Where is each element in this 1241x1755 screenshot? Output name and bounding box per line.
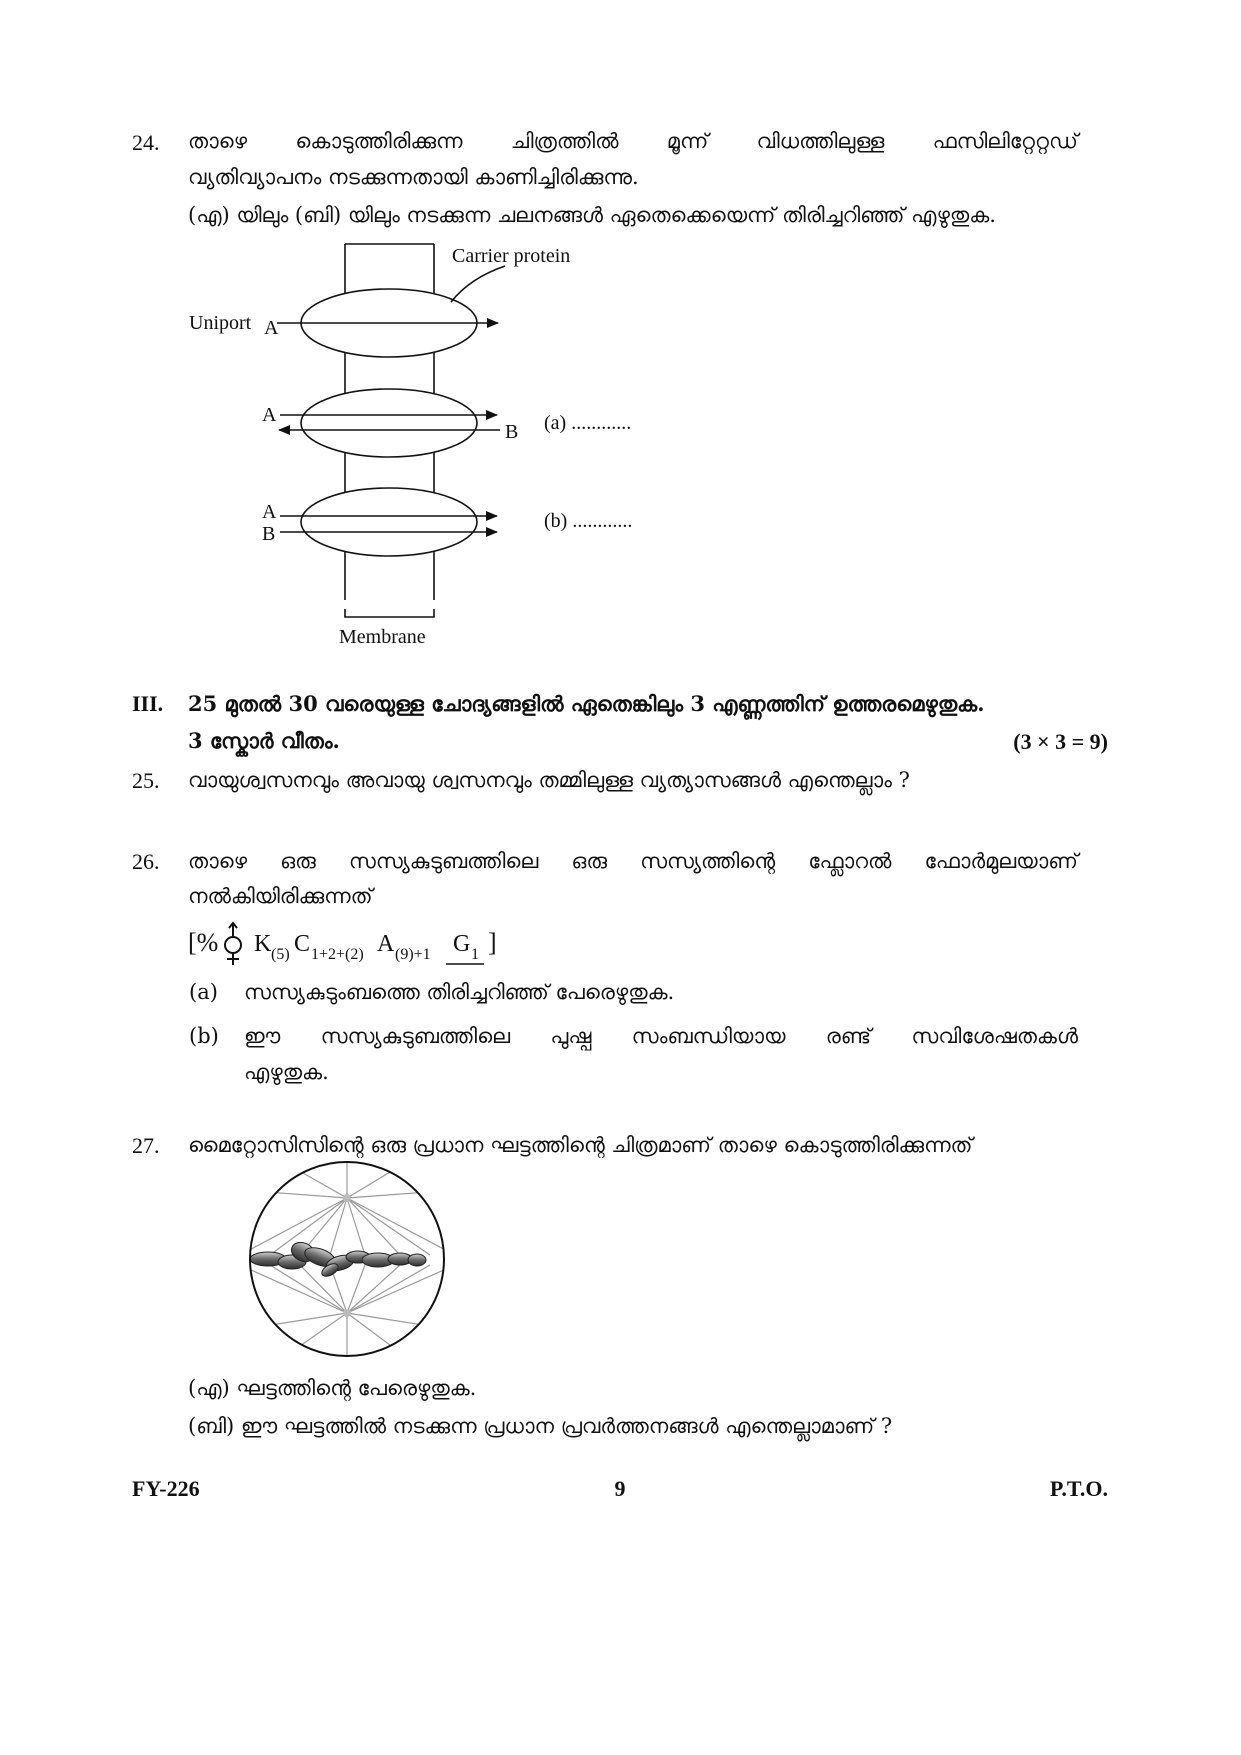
section-number: III. (132, 691, 164, 716)
molecule-b-label: B (505, 421, 519, 443)
metaphase-chromosomes (250, 1239, 426, 1279)
page-number: 9 (614, 1476, 626, 1501)
sub-question-text: എഴുതുക. (244, 1060, 329, 1084)
question-text: മൈറ്റോസിസിന്റെ ഒരു പ്രധാന ഘട്ടത്തിന്റെ ചിത്രമാണ് താഴെ കൊടുത്തിരിക്കുന്നത് (188, 1133, 973, 1157)
formula-gynoecium-sub: 1 (471, 946, 479, 963)
section-instruction: 25 മുതൽ 30 വരെയുള്ള ചോദ്യങ്ങളിൽ ഏതെങ്കിലും 3 എണ്ണത്തിന് ഉത്തരമെഴുതുക. (188, 691, 985, 716)
molecule-a-label: A (262, 404, 277, 426)
question-instruction: (എ) യിലും (ബി) യിലും നടക്കുന്ന ചലനങ്ങൾ ഏതെക്കെയെന്ന് തിരിച്ചറിഞ്ഞ് എഴുതുക. (188, 203, 996, 227)
question-text: വായുശ്വസനവും അവായു ശ്വസനവും തമ്മിലുള്ള വ്യത്യാസങ്ങൾ എന്തെല്ലാം ? (188, 768, 910, 792)
question-number: 25. (132, 768, 160, 793)
molecule-b-label: B (262, 523, 276, 545)
formula-open-bracket: [% (188, 928, 219, 957)
question-number: 24. (132, 130, 160, 155)
formula-calyx-sub: (5) (271, 946, 290, 963)
sub-question-text: (എ) ഘട്ടത്തിന്റെ പേരെഴുതുക. (188, 1376, 477, 1400)
carrier-protein-symport (301, 488, 477, 556)
question-text: താഴെ കൊടുത്തിരിക്കുന്ന ചിത്രത്തിൽ മൂന്ന് വിധത്തിലുള്ള ഫസിലിറ്റേറ്റഡ് (188, 129, 1078, 153)
floral-formula (180, 915, 520, 990)
carrier-protein-pointer (451, 266, 505, 302)
molecule-a-label: A (264, 317, 279, 339)
sub-question-label: (b) (189, 1024, 219, 1048)
molecule-a-label: A (262, 501, 277, 523)
sub-question-label: (a) (189, 980, 218, 1004)
please-turn-over: P.T.O. (1049, 1476, 1108, 1501)
membrane-label: Membrane (339, 626, 426, 648)
formula-corolla-sub: 1+2+(2) (311, 946, 364, 963)
answer-blank-a: (a) ............ (544, 412, 632, 434)
paper-code: FY-226 (132, 1476, 200, 1501)
question-text: താഴെ ഒരു സസ്യകുടുബത്തിലെ ഒരു സസ്യത്തിന്റെ ഫ്ലോറൽ ഫോർമുലയാണ് (188, 849, 1078, 873)
centrosome-top (343, 1194, 351, 1202)
bisexual-symbol-icon (225, 923, 241, 965)
membrane-bracket (345, 609, 434, 617)
uniport-label: Uniport (189, 312, 252, 334)
metaphase-cell-diagram (240, 1160, 460, 1360)
formula-gynoecium: G (453, 931, 471, 957)
facilitated-diffusion-diagram (0, 0, 1241, 700)
carrier-protein-label: Carrier protein (452, 245, 571, 267)
answer-blank-b: (b) ............ (544, 510, 633, 532)
sub-question-text: (ബി) ഈ ഘട്ടത്തിൽ നടക്കുന്ന പ്രധാന പ്രവർത്തനങ്ങൾ എന്തെല്ലാമാണ് ? (188, 1414, 893, 1438)
question-number: 27. (132, 1133, 160, 1158)
carrier-protein-antiport (301, 389, 477, 457)
section-marks: (3 × 3 = 9) (1013, 729, 1108, 754)
centrosome-bottom (343, 1309, 351, 1317)
sub-question-text: ഈ സസ്യകുടുബത്തിലെ പുഷ്പ സംബന്ധിയായ രണ്ട് സവിശേഷതകൾ (244, 1024, 1078, 1048)
question-number: 26. (132, 849, 160, 874)
question-text: വ്യതിവ്യാപനം നടക്കുന്നതായി കാണിച്ചിരിക്കുന്നു. (188, 165, 639, 189)
formula-corolla: C (294, 931, 311, 957)
formula-calyx: K (254, 931, 272, 957)
formula-androecium-sub: (9)+1 (395, 946, 431, 963)
question-text: നൽകിയിരിക്കുന്നത് (188, 884, 373, 908)
section-score-note: 3 സ്കോർ വീതം. (188, 728, 340, 753)
formula-close-bracket: ] (488, 928, 497, 957)
formula-androecium: A (377, 931, 395, 957)
sub-question-text: സസ്യകുടുംബത്തെ തിരിച്ചറിഞ്ഞ് പേരെഴുതുക. (244, 980, 675, 1004)
